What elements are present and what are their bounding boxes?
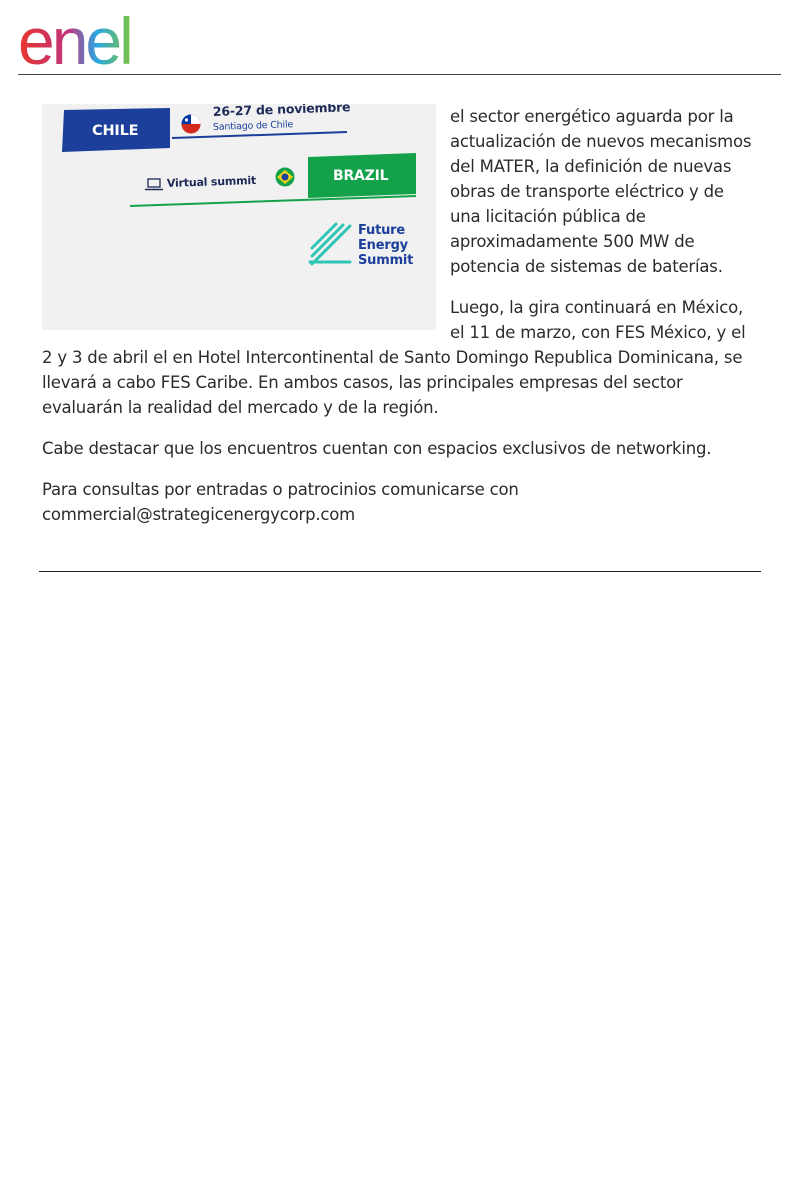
article-paragraph-4: Para consultas por entradas o patrocinios comunicarse con commercial@strategicenergycorp.com [42, 480, 519, 524]
future-energy-summit-logo [310, 223, 413, 268]
article-paragraph-3: Cabe destacar que los encuentros cuentan con espacios exclusivos de networking. [42, 439, 712, 458]
fes-line-1: Future [358, 223, 405, 238]
banner-graphic [42, 104, 436, 330]
event-city: Santiago de Chile [212, 119, 294, 133]
header-divider [18, 74, 781, 75]
enel-logo [18, 8, 170, 68]
laptop-icon [145, 179, 163, 190]
article-paragraph-1: el sector energético aguarda por la actualización de nuevos mecanismos del MATER, la definición de nuevas obras de transporte eléctrico y de una licitación pública de aproximadamente 500 MW de potencia de sistemas de baterías. [450, 107, 752, 276]
footer-divider [39, 571, 761, 572]
virtual-summit-label: Virtual summit [166, 173, 257, 190]
article-body [42, 104, 758, 543]
event-dates: 26-27 de noviembre [212, 104, 351, 119]
chile-label: CHILE [92, 123, 139, 139]
fes-line-3: Summit [358, 253, 414, 268]
brazil-label: BRAZIL [333, 168, 389, 184]
logo-text: enel [18, 8, 131, 68]
fes-line-2: Energy [358, 238, 408, 253]
event-banner-image [42, 104, 436, 330]
chile-flag-icon [182, 115, 201, 134]
article-paragraph-2: Luego, la gira continuará en México, el 11 de marzo, con FES México, y el 2 y 3 de abril el en Hotel Intercontinental de Santo Domingo Republica Dominicana, se llevará a cabo FES Caribe. En ambos casos, las principales empresas del sector evaluarán la realidad del mercado y de la región. [42, 298, 746, 417]
brazil-flag-icon [276, 168, 295, 187]
